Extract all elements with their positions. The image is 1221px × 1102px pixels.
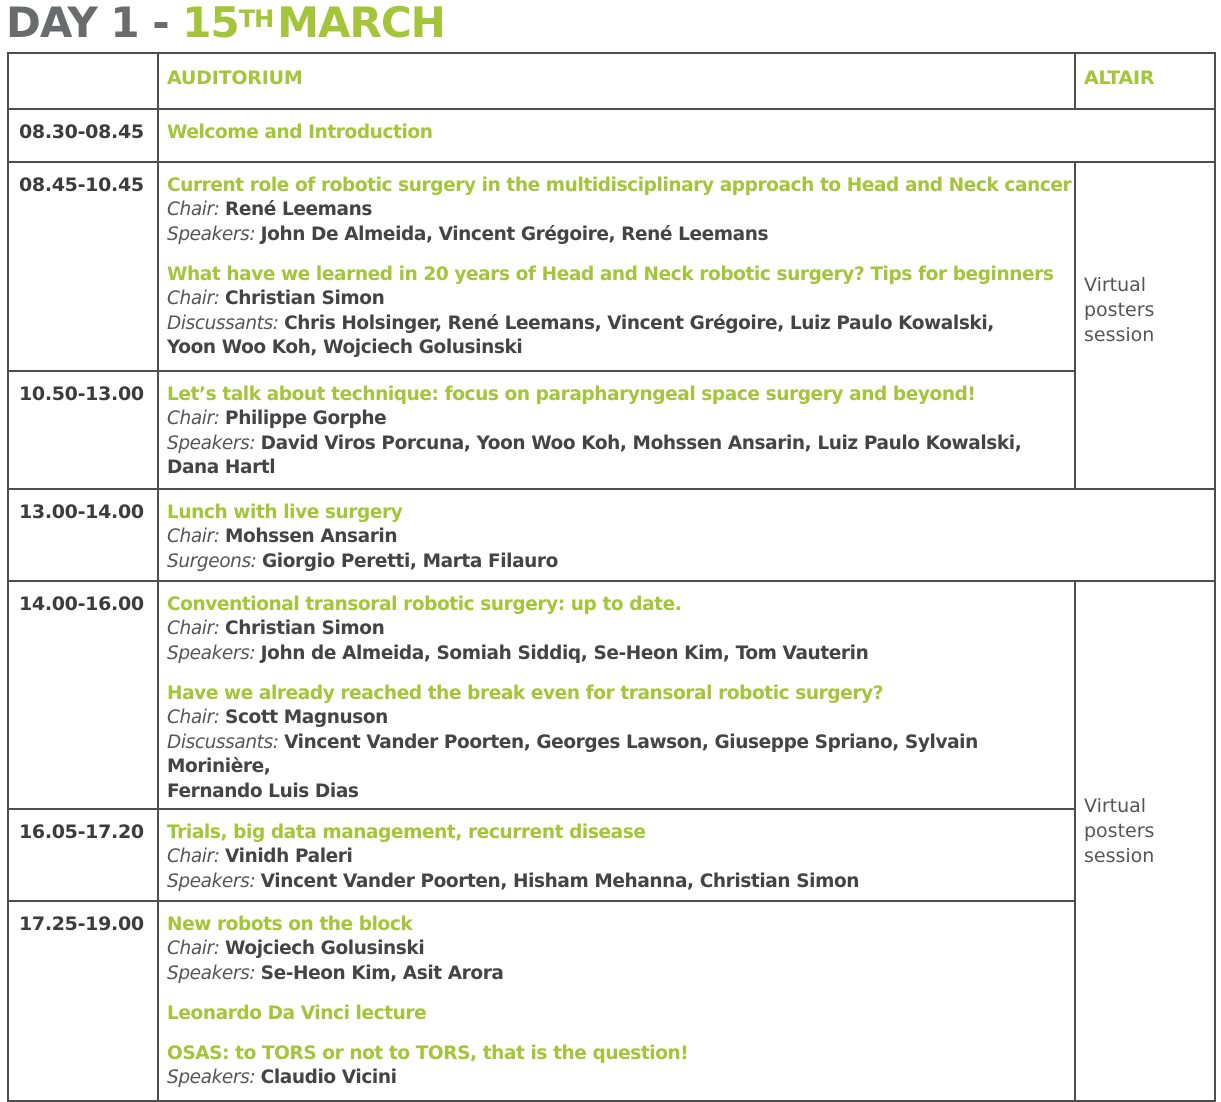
altair-cell — [1075, 162, 1215, 489]
speakers-label: Speakers: — [167, 432, 256, 454]
chair-label: Chair: — [167, 938, 220, 959]
time-cell — [8, 109, 158, 162]
chair-name: Mohssen Ansarin — [225, 526, 398, 547]
chair-line — [167, 407, 1066, 432]
session-title: Leonardo Da Vinci lecture — [167, 1003, 427, 1024]
time-cell — [8, 489, 158, 581]
table-header-row — [8, 53, 1215, 109]
session-title: New robots on the block — [167, 914, 413, 935]
speakers-label: Speakers: — [167, 223, 256, 245]
session-cell — [158, 489, 1215, 581]
session-title: What have we learned in 20 years of Head and Neck robotic surgery? Tips for beginners — [167, 264, 1054, 285]
time-cell — [8, 162, 158, 371]
chair-line — [167, 525, 1206, 550]
speakers-line — [167, 962, 1066, 987]
speakers-names: Dana Hartl — [167, 457, 276, 478]
speakers-line-continued — [167, 456, 1066, 481]
time-cell — [8, 581, 158, 809]
discussants-names: Fernando Luis Dias — [167, 780, 359, 802]
session-cell — [158, 901, 1075, 1101]
speakers-names: David Viros Porcuna, Yoon Woo Koh, Mohssen Ansarin, Luiz Paulo Kowalski, — [260, 432, 1022, 454]
discussants-line — [167, 731, 1066, 780]
speakers-line — [167, 223, 1066, 248]
speakers-label: Speakers: — [167, 962, 256, 984]
speakers-line — [167, 642, 1066, 667]
chair-label: Chair: — [167, 707, 220, 728]
altair-line: Virtual — [1084, 274, 1147, 296]
chair-label: Chair: — [167, 526, 220, 547]
chair-label: Chair: — [167, 199, 220, 220]
speakers-line — [167, 432, 1066, 457]
chair-name: René Leemans — [225, 199, 373, 220]
column-header-auditorium: AUDITORIUM — [167, 67, 303, 89]
chair-label: Chair: — [167, 846, 220, 867]
session-title: Lunch with live surgery — [167, 502, 403, 523]
altair-virtual-posters — [1076, 582, 1214, 869]
chair-line — [167, 198, 1066, 223]
header-auditorium-cell — [158, 53, 1075, 109]
altair-line: posters — [1084, 299, 1155, 321]
speakers-line — [167, 870, 1066, 895]
header-time-cell — [8, 53, 158, 109]
discussants-line — [167, 312, 1066, 337]
time-cell — [8, 809, 158, 901]
session-title: Welcome and Introduction — [167, 122, 433, 143]
discussants-label: Discussants: — [167, 731, 279, 753]
speakers-label: Speakers: — [167, 870, 256, 892]
header-altair-cell — [1075, 53, 1215, 109]
session-time: 08.45-10.45 — [19, 174, 144, 196]
chair-line — [167, 617, 1066, 642]
session-cell — [158, 581, 1075, 809]
table-row — [8, 162, 1215, 371]
discussants-names: Yoon Woo Koh, Wojciech Golusinski — [167, 337, 523, 358]
session-time: 13.00-14.00 — [19, 501, 144, 523]
session-time: 17.25-19.00 — [19, 913, 144, 935]
time-cell — [8, 371, 158, 489]
altair-line: Virtual — [1084, 795, 1147, 817]
chair-line — [167, 845, 1066, 870]
discussants-names: Vincent Vander Poorten, Georges Lawson, Giuseppe Spriano, Sylvain Morinière, — [167, 731, 978, 777]
table-row — [8, 901, 1215, 1101]
session-cell — [158, 809, 1075, 901]
speakers-names: Vincent Vander Poorten, Hisham Mehanna, Christian Simon — [260, 870, 860, 892]
session-title: Trials, big data management, recurrent disease — [167, 822, 646, 843]
speakers-label: Speakers: — [167, 1067, 256, 1088]
altair-line: session — [1084, 324, 1155, 346]
column-header-altair: ALTAIR — [1084, 67, 1155, 89]
surgeons-label: Surgeons: — [167, 550, 257, 572]
session-cell — [158, 109, 1215, 162]
chair-line — [167, 287, 1066, 312]
speakers-label: Speakers: — [167, 642, 256, 664]
table-row — [8, 489, 1215, 581]
session-cell — [158, 162, 1075, 371]
session-title: Conventional transoral robotic surgery: up to date. — [167, 594, 682, 615]
table-row — [8, 581, 1215, 809]
altair-line: session — [1084, 845, 1155, 867]
speakers-names: Claudio Vicini — [260, 1067, 397, 1088]
chair-name: Christian Simon — [225, 288, 385, 309]
altair-line: posters — [1084, 820, 1155, 842]
session-title: Let’s talk about technique: focus on parapharyngeal space surgery and beyond! — [167, 384, 976, 405]
chair-label: Chair: — [167, 288, 220, 309]
page-title — [6, 0, 445, 48]
session-title: Current role of robotic surgery in the multidisciplinary approach to Head and Neck cancer — [167, 175, 1072, 196]
table-row — [8, 809, 1215, 901]
session-cell — [158, 371, 1075, 489]
chair-name: Wojciech Golusinski — [225, 938, 425, 959]
chair-name: Scott Magnuson — [225, 707, 388, 728]
chair-label: Chair: — [167, 408, 220, 429]
title-day: DAY 1 - — [6, 0, 183, 47]
title-date-number: 15 — [182, 0, 239, 47]
session-time: 16.05-17.20 — [19, 821, 144, 843]
altair-cell — [1075, 581, 1215, 1101]
surgeons-line — [167, 550, 1206, 575]
discussants-label: Discussants: — [167, 312, 279, 334]
discussants-line-continued — [167, 780, 1066, 805]
session-time: 10.50-13.00 — [19, 383, 144, 405]
speakers-line — [167, 1066, 1066, 1091]
table-row — [8, 109, 1215, 162]
chair-line — [167, 937, 1066, 962]
title-date-suffix: TH — [238, 5, 274, 33]
chair-label: Chair: — [167, 618, 220, 639]
discussants-names: Chris Holsinger, René Leemans, Vincent Grégoire, Luiz Paulo Kowalski, — [284, 312, 994, 334]
altair-virtual-posters — [1076, 163, 1214, 348]
table-row — [8, 371, 1215, 489]
chair-line — [167, 706, 1066, 731]
session-title: Have we already reached the break even for transoral robotic surgery? — [167, 683, 884, 704]
program-table — [7, 52, 1216, 1102]
chair-name: Christian Simon — [225, 618, 385, 639]
chair-name: Philippe Gorphe — [225, 408, 387, 429]
session-time: 14.00-16.00 — [19, 593, 144, 615]
discussants-line-continued — [167, 336, 1066, 361]
surgeons-names: Giorgio Peretti, Marta Filauro — [262, 550, 558, 572]
title-month: MARCH — [277, 0, 445, 47]
chair-name: Vinidh Paleri — [225, 846, 353, 867]
speakers-names: John de Almeida, Somiah Siddiq, Se-Heon Kim, Tom Vauterin — [260, 642, 869, 664]
speakers-names: John De Almeida, Vincent Grégoire, René Leemans — [260, 223, 769, 245]
speakers-names: Se-Heon Kim, Asit Arora — [260, 962, 504, 984]
time-cell — [8, 901, 158, 1101]
session-title: OSAS: to TORS or not to TORS, that is the question! — [167, 1043, 689, 1064]
session-time: 08.30-08.45 — [19, 121, 144, 143]
